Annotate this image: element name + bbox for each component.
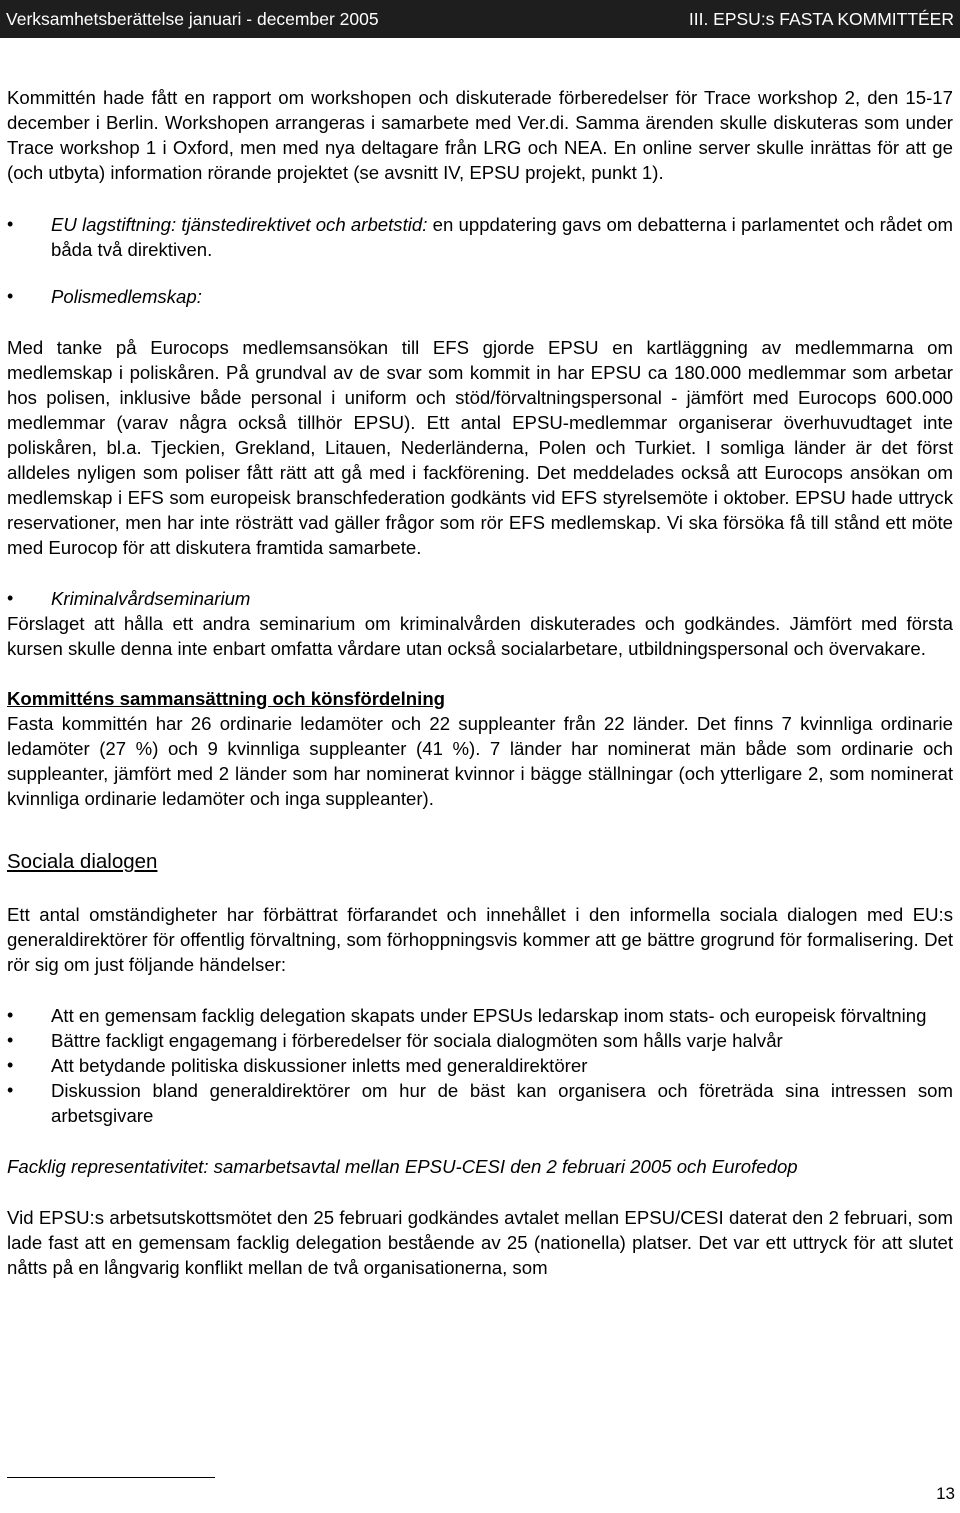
bullet-eu-legislation <box>7 212 953 262</box>
page-header <box>0 0 960 38</box>
composition-heading: Kommitténs sammansättning och könsfördelning <box>7 688 446 709</box>
social-dialogue-intro: Ett antal omständigheter har förbättrat förfarandet och innehållet i den informella sociala dialogen med EU:s generaldirektörer för offentlig förvaltning, som förhoppningsvis kommer att ge bättre grogrund för formalisering. Det rör sig om just följande händelser: <box>7 904 953 975</box>
police-paragraph: Med tanke på Eurocops medlemsansökan till EFS gjorde EPSU en kartläggning av medlemmarna om medlemskap i poliskåren. På grundval av de svar som kommit in har EPSU ca 180.000 medlemmar som arbetar hos polisen, inklusive både personal i uniform och stöd/förvaltningspersonal - jämfört med Eurocops 600.000 medlemmar (varav några också tillhör EPSU). Ett antal EPSU-medlemmar organiserar överhuvudtaget inte poliskåren, bl.a. Tjeckien, Grekland, Litauen, Nederländerna, Polen och Turkiet. I somliga länder är det först alldeles nyligen som poliser fått rätt att gå med i fackförening. Det meddelades också att Eurocops ansökan om medlemskap i EFS som europeisk branschfederation godkänts vid EFS styrelsemöte i oktober. EPSU hade uttryck reservationer, men har inte rösträtt vad gäller frågor som rör EFS medlemskap. Vi ska försöka få till stånd ett möte med Eurocop för att diskutera framtida samarbete. <box>7 337 953 558</box>
social-list-item: • Att betydande politiska diskussioner inletts med generaldirektörer <box>7 1053 953 1078</box>
bullet-eu-label: EU lagstiftning: tjänstedirektivet och arbetstid: <box>51 214 428 235</box>
composition-paragraph: Fasta kommittén har 26 ordinarie ledamöter och 22 suppleanter från 22 länder. Det finns 7 kvinnliga ordinarie ledamöter (27 %) och 9 kvinnliga suppleanter (41 %). 7 länder har nominerat män både som ordinarie och suppleanter, jämfört med 2 länder som har nominerat kvinnor i bägge ställningar (och ytterligare 2, som nominerat kvinnliga ordinarie ledamöter och inga suppleanter). <box>7 713 953 809</box>
bullet-police-label: Polismedlemskap: <box>51 286 202 307</box>
page-number: 13 <box>936 1484 955 1503</box>
social-list-item: • Att en gemensam facklig delegation skapats under EPSUs ledarskap inom stats- och europeisk förvaltning <box>7 1003 953 1028</box>
representativity-heading: Facklig representativitet: samarbetsavtal mellan EPSU-CESI den 2 februari 2005 och Eurofedop <box>7 1156 798 1177</box>
bullet-police-membership <box>7 284 953 309</box>
representativity-paragraph: Vid EPSU:s arbetsutskottsmötet den 25 februari godkändes avtalet mellan EPSU/CESI daterat den 2 februari, som lade fast att en gemensam facklig delegation bestående av 25 (nationella) platser. Det var ett uttryck för att slutet nåtts på en långvarig konflikt mellan de två organisationerna, som <box>7 1207 953 1278</box>
header-title: Verksamhetsberättelse januari - december 2005 <box>6 9 379 29</box>
footer-divider <box>7 1477 215 1478</box>
corrections-paragraph: Förslaget att hålla ett andra seminarium om kriminalvården diskuterades och godkändes. Jämfört med första kursen skulle denna inte enbart omfatta vårdare utan också socialarbetare, utbildningspersonal och övervakare. <box>7 613 953 659</box>
bullet-corrections-label: Kriminalvårdseminarium <box>51 588 251 609</box>
social-list-item: • Diskussion bland generaldirektörer om hur de bäst kan organisera och företräda sina intressen som arbetsgivare <box>7 1078 953 1128</box>
header-chapter: III. EPSU:s FASTA KOMMITTÉER <box>688 9 954 29</box>
bullet-eu-text: en uppdatering gavs om debatterna i parlamentet och rådet om båda två direktiven. <box>51 214 953 260</box>
page-content <box>7 85 953 1280</box>
intro-paragraph: Kommittén hade fått en rapport om workshopen och diskuterade förberedelser för Trace workshop 2, den 15-17 december i Berlin. Workshopen arrangeras i samarbete med Ver.di. Samma ärenden skulle diskuteras som under Trace workshop 1 i Oxford, men med nya deltagare från LRG och NEA. En online server skulle inrättas för att ge (och utbyta) information rörande projektet (se avsnitt IV, EPSU projekt, punkt 1). <box>7 87 953 183</box>
bullet-corrections-seminar <box>7 586 953 611</box>
social-dialogue-heading: Sociala dialogen <box>7 850 158 873</box>
social-list-item: • Bättre fackligt engagemang i förberedelser för sociala dialogmöten som hålls varje halvår <box>7 1028 953 1053</box>
